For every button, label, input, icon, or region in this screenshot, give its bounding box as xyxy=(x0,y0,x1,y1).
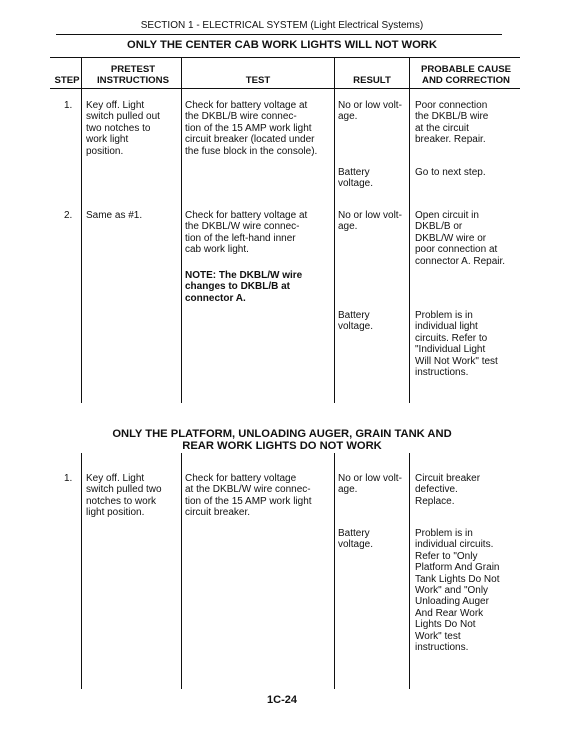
probable-cause-text: Open circuit in DKBL/B or DKBL/W wire or poor connection at connector A. Repair. xyxy=(415,210,506,267)
col-divider-1 xyxy=(81,453,82,689)
test-description: Check for battery voltage at the DKBL/W wire connec- tion of the 15 AMP work light circuit breaker. xyxy=(185,473,312,519)
col-header-test: TEST xyxy=(245,75,271,86)
table-top-rule xyxy=(50,57,520,58)
probable-cause-text: Circuit breaker defective. Replace. xyxy=(415,473,481,507)
section-header: SECTION 1 - ELECTRICAL SYSTEM (Light Electrical Systems) xyxy=(140,20,424,31)
section2-title: ONLY THE PLATFORM, UNLOADING AUGER, GRAIN TANK AND REAR WORK LIGHTS DO NOT WORK xyxy=(112,428,452,452)
header-rule xyxy=(56,34,502,35)
col-header-step: STEP xyxy=(54,75,80,86)
step-number: 2. xyxy=(64,210,73,221)
probable-cause-text: Problem is in individual light circuits. Refer to "Individual Light Will Not Work" test instructions. xyxy=(415,310,498,379)
probable-cause-text: Problem is in individual circuits. Refer to "Only Platform And Grain Tank Lights Do Not Work" and "Only Unloading Auger And Rear Work Lights Do Not Work" test instructions. xyxy=(415,528,500,654)
col-divider-2 xyxy=(181,453,182,689)
step-number: 1. xyxy=(64,473,73,484)
col-divider-2 xyxy=(181,57,182,403)
pretest-instructions: Same as #1. xyxy=(86,210,143,221)
section1-title: ONLY THE CENTER CAB WORK LIGHTS WILL NOT WORK xyxy=(127,39,437,51)
col-header-pretest: PRETEST INSTRUCTIONS xyxy=(97,64,169,86)
probable-cause-text: Poor connection the DKBL/B wire at the circuit breaker. Repair. xyxy=(415,100,489,146)
result-text: No or low volt- age. xyxy=(338,100,402,123)
test-description: Check for battery voltage at the DKBL/B wire connec- tion of the 15 AMP work light circuit breaker (located under the fuse block in the console). xyxy=(185,100,318,157)
col-divider-3 xyxy=(334,57,335,403)
step-number: 1. xyxy=(64,100,73,111)
test-description: Check for battery voltage at the DKBL/W wire connec- tion of the left-hand inner cab work light. xyxy=(185,210,308,256)
note-text: NOTE: The DKBL/W wire changes to DKBL/B at connector A. xyxy=(185,270,303,304)
header-bottom-rule xyxy=(50,88,520,89)
col-header-result: RESULT xyxy=(353,75,391,86)
col-divider-3 xyxy=(334,453,335,689)
result-text: Battery voltage. xyxy=(338,528,374,551)
pretest-instructions: Key off. Light switch pulled two notches to work light position. xyxy=(86,473,162,519)
result-text: Battery voltage. xyxy=(338,310,374,333)
result-text: No or low volt- age. xyxy=(338,473,402,496)
col-divider-1 xyxy=(81,57,82,403)
pretest-instructions: Key off. Light switch pulled out two notches to work light position. xyxy=(86,100,160,157)
probable-cause-text: Go to next step. xyxy=(415,167,486,178)
col-header-probable-cause: PROBABLE CAUSE AND CORRECTION xyxy=(420,64,512,86)
result-text: Battery voltage. xyxy=(338,167,374,190)
page-number: 1C-24 xyxy=(267,694,297,706)
result-text: No or low volt- age. xyxy=(338,210,402,233)
